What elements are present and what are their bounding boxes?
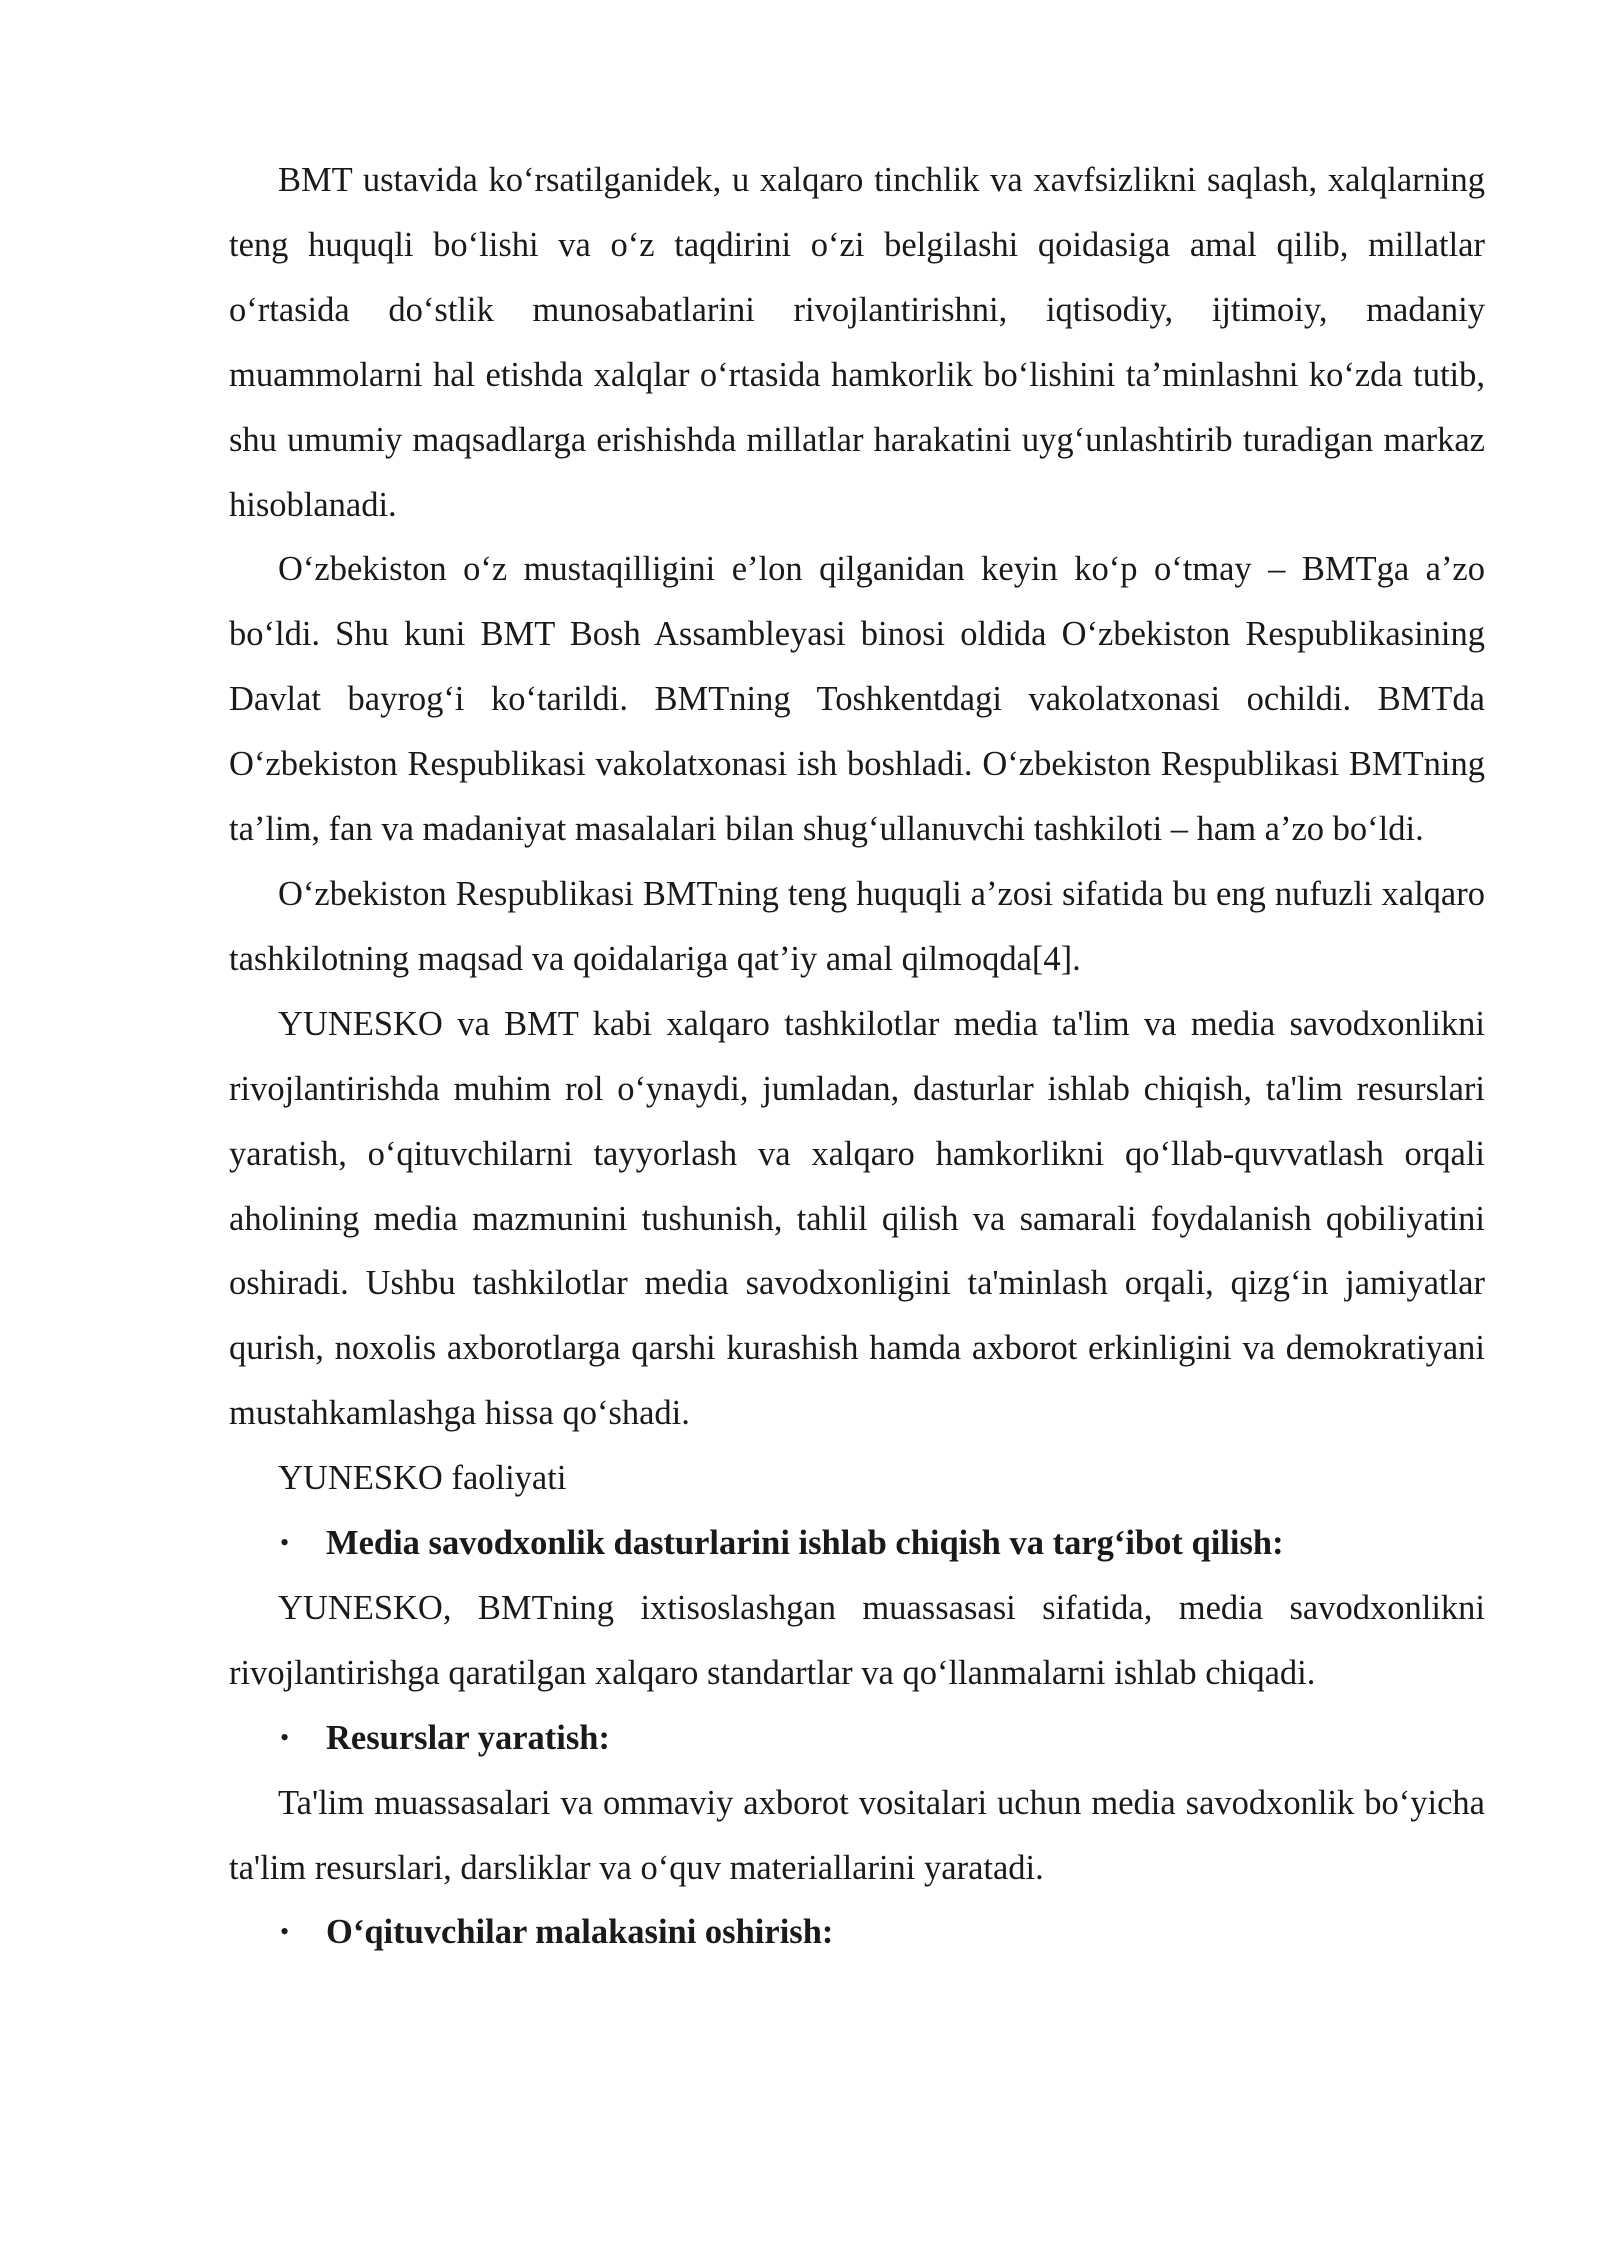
bullet-icon: • <box>280 1528 290 1558</box>
bullet-label: Resurslar yaratish: <box>326 1718 610 1757</box>
paragraph-uzbekistan-membership: Oʻzbekiston oʻz mustaqilligini eʼlon qilganidan keyin koʻp oʻtmay – BMTga aʼzo boʻldi. Shu kuni BMT Bosh Assambleyasi binosi oldida Oʻzbekiston Respublikasining Davlat bayrogʻi koʻtarildi. BMTning Toshkentdagi vakolatxonasi ochildi. BMTda Oʻzbekiston Respublikasi vakolatxonasi ish boshladi. Oʻzbekiston Respublikasi BMTning taʼlim, fan va madaniyat masalalari bilan shugʻullanuvchi tashkiloti – ham aʼzo boʻldi. <box>229 550 1485 849</box>
bullet-label: Oʻqituvchilar malakasini oshirish: <box>326 1913 834 1952</box>
bullet-icon: • <box>280 1917 290 1947</box>
bullet-label: Media savodxonlik dasturlarini ishlab chiqish va targʻibot qilish: <box>326 1524 1284 1563</box>
paragraph-uzbekistan-equal-member: Oʻzbekiston Respublikasi BMTning teng huquqli aʼzosi sifatida bu eng nufuzli xalqaro tashkilotning maqsad va qoidalariga qatʼiy amal qilmoqda[4]. <box>229 874 1485 978</box>
paragraph-education-resources: Ta'lim muassasalari va ommaviy axborot vositalari uchun media savodxonlik boʻyicha ta'lim resurslari, darsliklar va oʻquv materiallarini yaratadi. <box>229 1783 1485 1887</box>
section-heading-unesco-activity: YUNESKO faoliyati <box>278 1459 567 1498</box>
paragraph-international-organizations: YUNESKO va BMT kabi xalqaro tashkilotlar media ta'lim va media savodxonlikni rivojlantirishda muhim rol oʻynaydi, jumladan, dasturlar ishlab chiqish, ta'lim resurslari yaratish, oʻqituvchilarni tayyorlash va xalqaro hamkorlikni qoʻllab-quvvatlash orqali aholining media mazmunini tushunish, tahlil qilish va samarali foydalanish qobiliyatini oshiradi. Ushbu tashkilotlar media savodxonligini ta'minlash orqali, qizgʻin jamiyatlar qurish, noxolis axborotlarga qarshi kurashish hamda axborot erkinligini va demokratiyani mustahkamlashga hissa qoʻshadi. <box>229 1004 1485 1433</box>
bullet-item-teacher-training <box>229 1900 1485 1965</box>
paragraph-unesco-standards: YUNESKO, BMTning ixtisoslashgan muassasasi sifatida, media savodxonlikni rivojlantirishga qaratilgan xalqaro standartlar va qoʻllanmalarni ishlab chiqadi. <box>229 1588 1485 1692</box>
bullet-item-resources <box>229 1706 1485 1771</box>
bullet-item-programs <box>229 1511 1485 1576</box>
document-body <box>229 148 1485 1965</box>
paragraph-bmt-charter: BMT ustavida koʻrsatilganidek, u xalqaro tinchlik va xavfsizlikni saqlash, xalqlarning teng huquqli boʻlishi va oʻz taqdirini oʻzi belgilashi qoidasiga amal qilib, millatlar oʻrtasida doʻstlik munosabatlarini rivojlantirishni, iqtisodiy, ijtimoiy, madaniy muammolarni hal etishda xalqlar oʻrtasida hamkorlik boʻlishini taʼminlashni koʻzda tutib, shu umumiy maqsadlarga erishishda millatlar harakatini uygʻunlashtirib turadigan markaz hisoblanadi. <box>229 161 1485 524</box>
bullet-icon: • <box>280 1722 290 1752</box>
